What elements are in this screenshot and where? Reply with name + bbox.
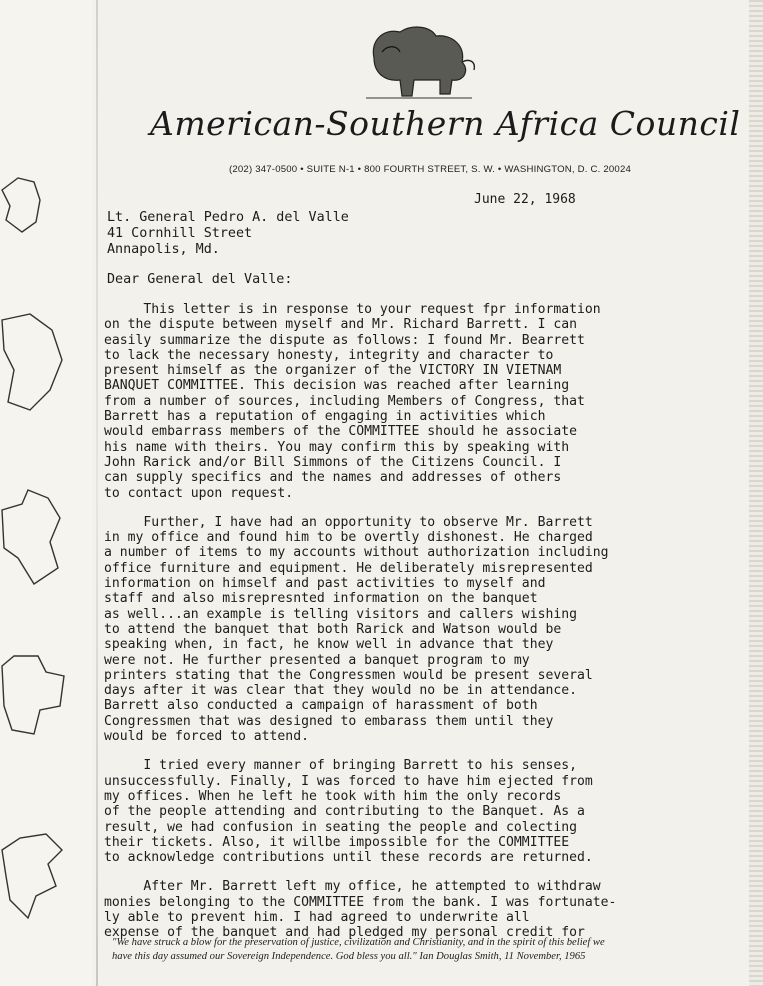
footer-motto xyxy=(112,936,732,964)
paragraph-line: Barrett also conducted a campaign of harassment of both xyxy=(104,698,538,714)
paragraph-line: in my office and found him to be overtly dishonest. He charged xyxy=(104,530,593,546)
recipient-street: 41 Cornhill Street xyxy=(107,226,253,241)
paragraph-line: as well...an example is telling visitors and callers wishing xyxy=(104,606,577,622)
paragraph-line: were not. He further presented a banquet program to my xyxy=(104,652,530,668)
paragraph-line: can supply specifics and the names and addresses of others xyxy=(104,470,562,486)
paragraph-line: printers stating that the Congressmen would be present several xyxy=(104,667,593,683)
paragraph-line: their tickets. Also, it willbe impossible for the COMMITTEE xyxy=(104,834,570,850)
paragraph xyxy=(104,515,704,744)
recipient-name: Lt. General Pedro A. del Valle xyxy=(107,210,349,225)
paragraph-line: result, we had confusion in seating the people and colecting xyxy=(104,819,577,835)
africa-map-outline-1 xyxy=(0,170,60,240)
paragraph-line: to lack the necessary honesty, integrity and character to xyxy=(104,347,554,363)
paragraph-line: Congressmen that was designed to embarass them until they xyxy=(104,713,554,729)
paragraph xyxy=(104,302,704,501)
paragraph-line: would embarrass members of the COMMITTEE should he associate xyxy=(104,424,577,440)
paragraph xyxy=(104,879,704,940)
lion-icon xyxy=(360,18,480,100)
paragraph-line: I tried every manner of bringing Barrett to his senses, xyxy=(104,758,577,774)
paragraph-line: monies belonging to the COMMITTEE from the bank. I was fortunate- xyxy=(104,894,617,910)
organization-name: American-Southern Africa Council xyxy=(150,104,741,143)
paragraph-line: days after it was clear that they would no be in attendance. xyxy=(104,683,577,699)
paragraph xyxy=(104,758,704,865)
paragraph-line: office furniture and equipment. He deliberately misrepresented xyxy=(104,560,593,576)
paragraph-line: expense of the banquet and had pledged my personal credit for xyxy=(104,925,585,941)
paragraph-line: his name with theirs. You may confirm this by speaking with xyxy=(104,439,570,455)
paragraph-line: BANQUET COMMITTEE. This decision was reached after learning xyxy=(104,378,570,394)
salutation: Dear General del Valle: xyxy=(107,272,293,287)
paragraph-line: of the people attending and contributing to the Banquet. As a xyxy=(104,804,585,820)
africa-map-outline-5 xyxy=(0,830,70,920)
paragraph-line: unsuccessfully. Finally, I was forced to have him ejected from xyxy=(104,773,593,789)
africa-map-outline-4 xyxy=(0,650,70,740)
paragraph-line: staff and also misrepresnted information on the banquet xyxy=(104,591,538,607)
paragraph-line: on the dispute between myself and Mr. Richard Barrett. I can xyxy=(104,317,577,333)
paragraph-line: a number of items to my accounts without authorization including xyxy=(104,545,609,561)
recipient-city: Annapolis, Md. xyxy=(107,242,220,257)
motto-line-1: "We have struck a blow for the preservation of justice, civilization and Christianity, and in the spirit of this belief we xyxy=(112,937,605,948)
letterhead-address: (202) 347-0500 • SUITE N-1 • 800 FOURTH STREET, S. W. • WASHINGTON, D. C. 20024 xyxy=(228,164,632,175)
paragraph-line: my offices. When he left he took with him the only records xyxy=(104,788,562,804)
recipient-address-block xyxy=(107,210,349,258)
africa-map-outline-2 xyxy=(0,310,70,420)
paragraph-line: to attend the banquet that both Rarick and Watson would be xyxy=(104,621,562,637)
paragraph-line: ly able to prevent him. I had agreed to underwrite all xyxy=(104,909,530,925)
paragraph-line: information on himself and past activities to myself and xyxy=(104,576,546,592)
paragraph-line: easily summarize the dispute as follows: I found Mr. Bearrett xyxy=(104,332,585,348)
paragraph-line: to acknowledge contributions until these records are returned. xyxy=(104,850,593,866)
paragraph-line: After Mr. Barrett left my office, he attempted to withdraw xyxy=(104,879,601,895)
paragraph-line: would be forced to attend. xyxy=(104,729,309,745)
letter-date: June 22, 1968 xyxy=(474,192,576,207)
paragraph-line: speaking when, in fact, he know well in advance that they xyxy=(104,637,554,653)
paragraph-line: to contact upon request. xyxy=(104,485,294,501)
paragraph-line: John Rarick and/or Bill Simmons of the Citizens Council. I xyxy=(104,454,562,470)
paragraph-line: present himself as the organizer of the VICTORY IN VIETNAM xyxy=(104,363,562,379)
letter-body xyxy=(104,302,704,955)
africa-map-outline-3 xyxy=(0,488,70,588)
right-edge-scan-artifact xyxy=(749,0,763,986)
paragraph-line: from a number of sources, including Members of Congress, that xyxy=(104,393,585,409)
paragraph-line: This letter is in response to your request fpr information xyxy=(104,302,601,317)
motto-line-2: have this day assumed our Sovereign Independence. God bless you all." Ian Douglas Smith, 11 November, 1965 xyxy=(112,951,586,962)
paragraph-line: Further, I have had an opportunity to observe Mr. Barrett xyxy=(104,514,593,530)
paragraph-line: Barrett has a reputation of engaging in activities which xyxy=(104,409,546,425)
page-fold-line xyxy=(96,0,98,986)
